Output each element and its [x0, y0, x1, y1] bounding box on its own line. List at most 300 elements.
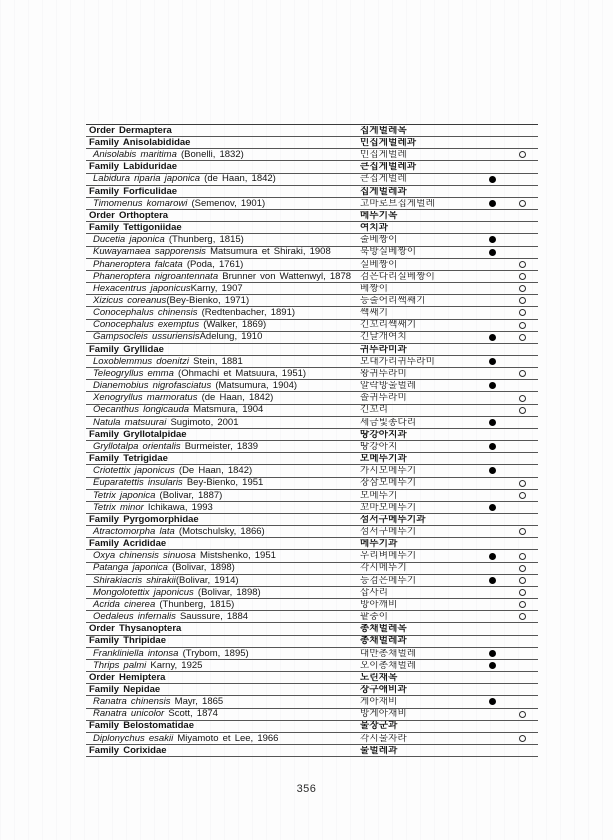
author-text: Ichikawa, 1993 [143, 502, 213, 513]
scientific-name-cell [86, 260, 358, 270]
scientific-name-cell [86, 539, 358, 549]
mark-cell-1 [478, 334, 507, 341]
korean-name-cell: 등검은메뚜기 [360, 575, 417, 586]
table-row [86, 599, 538, 611]
table-row [86, 538, 538, 550]
mark-cell-1 [478, 200, 507, 207]
korean-name-cell: 총채벌레목 [360, 624, 407, 634]
korean-name-cell: 모메뚜기과 [360, 454, 407, 464]
author-text: (Thunberg, 1815) [155, 599, 235, 610]
mark-cell-2 [507, 322, 538, 329]
korean-name-cell: 등줄어리쌕쌔기 [360, 296, 426, 306]
korean-name-cell: 모대가리귀뚜라미 [360, 356, 436, 367]
filled-circle-icon [489, 577, 496, 584]
table-row [86, 745, 538, 757]
open-circle-icon [519, 407, 526, 414]
korean-name-cell: 긴꼬리 [360, 405, 389, 415]
scientific-name-cell [86, 418, 358, 428]
scientific-name: Mongolotettix japonicus [93, 587, 194, 598]
author-text: Family Belostomatidae [89, 721, 194, 731]
open-circle-icon [519, 492, 526, 499]
species-table [86, 124, 538, 757]
author-text: Family Tetrigidae [89, 454, 168, 464]
mark-cell-1 [478, 176, 507, 183]
scientific-name-cell [86, 393, 358, 403]
filled-circle-icon [489, 467, 496, 474]
author-text: (de Haan, 1842) [197, 393, 274, 403]
scientific-name-cell [86, 272, 358, 282]
author-text: Burmeister, 1839 [180, 441, 259, 452]
table-row [86, 307, 538, 319]
scientific-name: Ducetia japonica [93, 235, 165, 245]
scientific-name: Thrips palmi [93, 660, 147, 671]
scientific-name: Phaneroptera nigroantennata [93, 271, 219, 282]
open-circle-icon [519, 370, 526, 377]
korean-name-cell: 왕귀뚜라미 [360, 368, 407, 379]
table-row [86, 356, 538, 368]
open-circle-icon [519, 577, 526, 584]
table-row [86, 441, 538, 453]
author-text: Family Forficulidae [89, 186, 178, 197]
scientific-name: Oxya chinensis sinuosa [93, 551, 196, 561]
table-row [86, 210, 538, 222]
mark-cell-2 [507, 370, 538, 377]
scientific-name: Frankliniella intonsa [93, 648, 179, 659]
table-row [86, 429, 538, 441]
table-row [86, 271, 538, 283]
table-row [86, 234, 538, 246]
mark-cell-1 [478, 467, 507, 474]
scientific-name-cell [86, 551, 358, 561]
mark-cell-1 [478, 249, 507, 256]
table-row [86, 417, 538, 429]
scientific-name: Teleogryllus emma [93, 368, 174, 379]
filled-circle-icon [489, 249, 496, 256]
korean-name-cell: 메뚜기목 [360, 210, 398, 221]
scientific-name: Conocephalus chinensis [93, 308, 198, 318]
scientific-name-cell [86, 721, 358, 731]
author-text: (Redtenbacher, 1891) [197, 308, 296, 318]
open-circle-icon [519, 261, 526, 268]
filled-circle-icon [489, 200, 496, 207]
scientific-name-cell [86, 430, 358, 440]
author-text: (Bolivar, 1887) [155, 490, 223, 501]
table-row [86, 174, 538, 186]
mark-cell-2 [507, 407, 538, 414]
scientific-name-cell [86, 138, 358, 148]
page-number: 356 [296, 783, 317, 795]
filled-circle-icon [489, 176, 496, 183]
mark-cell-1 [478, 698, 507, 705]
scientific-name-cell [86, 150, 358, 160]
open-circle-icon [519, 553, 526, 560]
mark-cell-2 [507, 151, 538, 158]
filled-circle-icon [489, 698, 496, 705]
table-row [86, 283, 538, 295]
table-row [86, 502, 538, 514]
table-row [86, 623, 538, 635]
author-text: (Poda, 1761) [182, 259, 244, 270]
author-text: (Bolivar, 1914) [175, 575, 239, 586]
scientific-name-cell [86, 187, 358, 197]
korean-name-cell: 긴날개여치 [360, 332, 407, 342]
korean-name-cell: 섬서구메뚜기 [360, 526, 417, 537]
scientific-name-cell [86, 320, 358, 330]
filled-circle-icon [489, 504, 496, 511]
open-circle-icon [519, 334, 526, 341]
mark-cell-2 [507, 589, 538, 596]
korean-name-cell: 장삼모메뚜기 [360, 478, 417, 488]
scientific-name-cell [86, 174, 358, 184]
mark-cell-1 [478, 419, 507, 426]
author-text: (Trybom, 1895) [178, 648, 249, 659]
korean-name-cell: 메뚜기과 [360, 539, 398, 549]
korean-name-cell: 오이총채벌레 [360, 660, 417, 671]
author-text: (Thunberg, 1815) [164, 235, 244, 245]
scientific-name: Loxoblemmus doenitzi [93, 356, 190, 367]
table-row [86, 563, 538, 575]
scientific-name-cell [86, 576, 358, 586]
filled-circle-icon [489, 334, 496, 341]
author-text: (Motschulsky, 1866) [174, 526, 265, 537]
author-text: Family Corixidae [89, 745, 167, 756]
open-circle-icon [519, 395, 526, 402]
korean-name-cell: 줄베짱이 [360, 235, 398, 245]
author-text: (Semenov, 1901) [187, 198, 266, 209]
author-text: (De Haan, 1842) [174, 466, 253, 476]
korean-name-cell: 물벌레과 [360, 745, 398, 756]
scientific-name-cell [86, 284, 358, 294]
mark-cell-2 [507, 395, 538, 402]
korean-name-cell: 땅강아지 [360, 441, 398, 452]
scientific-name-cell [86, 600, 358, 610]
scientific-name: Dianemobius nigrofasciatus [93, 381, 212, 391]
scientific-name: Xizicus coreanus [93, 296, 167, 306]
korean-name-cell: 고마로브집게벌레 [360, 198, 436, 209]
scientific-name-cell [86, 734, 358, 744]
author-text: Bey-Bienko, 1951 [182, 478, 264, 488]
scientific-name: Phaneroptera falcata [93, 259, 183, 270]
korean-name-cell: 모메뚜기 [360, 490, 398, 501]
korean-name-cell: 삽사리 [360, 587, 389, 598]
scientific-name-cell [86, 381, 358, 391]
mark-cell-1 [478, 358, 507, 365]
filled-circle-icon [489, 382, 496, 389]
author-text: (Bonelli, 1832) [176, 150, 244, 160]
table-row [86, 478, 538, 490]
scientific-name-cell [86, 612, 358, 622]
scientific-name: Euparatettis insularis [93, 478, 183, 488]
korean-name-cell: 민집게벌레과 [360, 137, 417, 148]
mark-cell-2 [507, 613, 538, 620]
mark-cell-2 [507, 565, 538, 572]
table-row [86, 684, 538, 696]
scientific-name-cell [86, 454, 358, 464]
scientific-name: Atractomorpha lata [93, 526, 175, 537]
table-row [86, 295, 538, 307]
scientific-name: Acrida cinerea [93, 599, 156, 610]
filled-circle-icon [489, 443, 496, 450]
open-circle-icon [519, 322, 526, 329]
scientific-name: Natula matsuurai [93, 417, 167, 428]
mark-cell-2 [507, 553, 538, 560]
scientific-name-cell [86, 563, 358, 573]
open-circle-icon [519, 151, 526, 158]
author-text: Family Pyrgomorphidae [89, 514, 199, 525]
scientific-name: Conocephalus exemptus [93, 320, 200, 330]
scientific-name: Timomenus komarowi [93, 198, 188, 209]
table-row [86, 149, 538, 161]
korean-name-cell: 베짱이 [360, 283, 389, 294]
scientific-name-cell [86, 199, 358, 209]
scientific-name-cell [86, 247, 358, 257]
korean-name-cell: 꼬마모메뚜기 [360, 502, 417, 513]
scientific-name-cell [86, 126, 358, 136]
table-row [86, 733, 538, 745]
mark-cell-1 [478, 650, 507, 657]
mark-cell-2 [507, 735, 538, 742]
scientific-name: Patanga japonica [93, 563, 168, 573]
open-circle-icon [519, 480, 526, 487]
scientific-name-cell [86, 478, 358, 488]
mark-cell-2 [507, 711, 538, 718]
open-circle-icon [519, 200, 526, 207]
korean-name-cell: 민집게벌레 [360, 150, 407, 160]
table-row [86, 550, 538, 562]
author-text: (Bolivar, 1898) [167, 563, 235, 573]
mark-cell-2 [507, 200, 538, 207]
korean-name-cell: 귀뚜라미과 [360, 344, 407, 355]
author-text: Scott, 1874 [164, 709, 218, 719]
mark-cell-2 [507, 601, 538, 608]
korean-name-cell: 긴꼬리쌕쌔기 [360, 320, 417, 330]
author-text: Family Anisolabididae [89, 137, 191, 148]
open-circle-icon [519, 285, 526, 292]
author-text: Mayr, 1865 [170, 697, 224, 707]
scientific-name: Kuwayamaea sapporensis [93, 247, 206, 257]
korean-name-cell: 각시물자라 [360, 733, 407, 744]
table-row [86, 259, 538, 271]
table-row [86, 587, 538, 599]
scientific-name: Oecanthus longicauda [93, 405, 190, 415]
author-text: Family Labiduridae [89, 162, 178, 172]
open-circle-icon [519, 601, 526, 608]
scientific-name: Tetrix minor [93, 502, 144, 513]
scientific-name-cell [86, 649, 358, 659]
scientific-name-cell [86, 515, 358, 525]
scientific-name-cell [86, 345, 358, 355]
mark-cell-2 [507, 334, 538, 341]
filled-circle-icon [489, 236, 496, 243]
scientific-name: Anisolabis maritima [93, 150, 177, 160]
korean-name-cell: 땅강아지과 [360, 429, 407, 440]
open-circle-icon [519, 613, 526, 620]
author-text: Matsmura, 1904 [189, 405, 264, 415]
author-text: Karny, 1907 [190, 283, 243, 294]
mark-cell-2 [507, 577, 538, 584]
scientific-name-cell [86, 162, 358, 172]
korean-name-cell: 알락방울벌레 [360, 381, 417, 391]
author-text: (Walker, 1869) [199, 320, 267, 330]
author-text: Order Hemiptera [89, 672, 166, 683]
table-row [86, 672, 538, 684]
korean-name-cell: 우리벼메뚜기 [360, 551, 417, 561]
author-text: Family Acrididae [89, 539, 167, 549]
scientific-name-cell [86, 223, 358, 233]
mark-cell-1 [478, 504, 507, 511]
table-row [86, 137, 538, 149]
scientific-name-cell [86, 369, 358, 379]
open-circle-icon [519, 565, 526, 572]
author-text: Adelung, 1910 [199, 332, 263, 342]
korean-name-cell: 세금빛종다리 [360, 417, 417, 428]
author-text: (Bey-Bienko, 1971) [166, 296, 250, 306]
author-text: Order Orthoptera [89, 210, 169, 221]
author-text: Sugimoto, 2001 [166, 417, 239, 428]
table-row [86, 222, 538, 234]
filled-circle-icon [489, 358, 496, 365]
mark-cell-1 [478, 662, 507, 669]
scientific-name-cell [86, 624, 358, 634]
open-circle-icon [519, 528, 526, 535]
open-circle-icon [519, 273, 526, 280]
korean-name-cell: 대만총채벌레 [360, 648, 417, 659]
mark-cell-2 [507, 309, 538, 316]
scientific-name-cell [86, 527, 358, 537]
korean-name-cell: 큰집게벌레 [360, 174, 407, 184]
table-row [86, 320, 538, 332]
filled-circle-icon [489, 650, 496, 657]
table-row [86, 198, 538, 210]
korean-name-cell: 검은다리실베짱이 [360, 271, 436, 282]
table-row [86, 186, 538, 198]
open-circle-icon [519, 589, 526, 596]
mark-cell-2 [507, 492, 538, 499]
filled-circle-icon [489, 662, 496, 669]
korean-name-cell: 큰집게벌레과 [360, 162, 417, 172]
scientific-name-cell [86, 466, 358, 476]
korean-name-cell: 집게벌레목 [360, 125, 407, 136]
korean-name-cell: 북방실베짱이 [360, 247, 417, 257]
korean-name-cell: 팥중이 [360, 612, 389, 622]
table-row [86, 465, 538, 477]
table-row [86, 392, 538, 404]
korean-name-cell: 장구애비과 [360, 685, 407, 695]
scientific-name: Shirakiacris shirakii [93, 575, 176, 586]
korean-name-cell: 여치과 [360, 223, 389, 233]
korean-name-cell: 각시메뚜기 [360, 563, 407, 573]
scientific-name-cell [86, 697, 358, 707]
author-text: (Ohmachi et Matsuura, 1951) [173, 368, 307, 379]
author-text: (de Haan, 1842) [200, 174, 276, 184]
scientific-name-cell [86, 746, 358, 756]
table-row [86, 490, 538, 502]
scientific-name: Ranatra unicolor [93, 709, 165, 719]
scientific-name-cell [86, 673, 358, 683]
scientific-name-cell [86, 588, 358, 598]
author-text: Saussure, 1884 [175, 612, 249, 622]
table-row [86, 721, 538, 733]
scientific-name: Gryllotalpa orientalis [93, 441, 181, 452]
mark-cell-2 [507, 261, 538, 268]
scientific-name: Ranatra chinensis [93, 697, 171, 707]
table-row [86, 709, 538, 721]
table-row [86, 332, 538, 344]
scientific-name: Diplonychus esakii [93, 733, 174, 744]
korean-name-cell: 방아깨비 [360, 599, 398, 610]
scientific-name: Hexacentrus japonicus [93, 283, 191, 294]
mark-cell-1 [478, 553, 507, 560]
scientific-name-cell [86, 332, 358, 342]
scientific-name-cell [86, 211, 358, 221]
mark-cell-1 [478, 236, 507, 243]
table-row [86, 526, 538, 538]
table-row [86, 636, 538, 648]
korean-name-cell: 쌕쌔기 [360, 308, 389, 318]
korean-name-cell: 방게아재비 [360, 709, 407, 719]
scientific-name-cell [86, 636, 358, 646]
table-row [86, 611, 538, 623]
korean-name-cell: 노린재목 [360, 672, 398, 683]
author-text: Brunner von Wattenwyl, 1878 [218, 271, 352, 282]
scientific-name-cell [86, 442, 358, 452]
korean-name-cell: 집게벌레과 [360, 186, 407, 197]
mark-cell-2 [507, 273, 538, 280]
scientific-name: Tetrix japonica [93, 490, 156, 501]
table-row [86, 161, 538, 173]
scientific-name-cell [86, 709, 358, 719]
scientific-name-cell [86, 405, 358, 415]
author-text: Karny, 1925 [146, 660, 203, 671]
scientific-name: Xenogryllus marmoratus [93, 393, 198, 403]
korean-name-cell: 가시모메뚜기 [360, 466, 417, 476]
korean-name-cell: 솔귀뚜라미 [360, 393, 407, 403]
author-text: Order Dermaptera [89, 125, 172, 136]
author-text: Family Tettigoniidae [89, 223, 182, 233]
scientific-name: Labidura riparia japonica [93, 174, 201, 184]
table-row [86, 368, 538, 380]
author-text: Family Gryllotalpidae [89, 429, 187, 440]
table-row [86, 344, 538, 356]
korean-name-cell: 게아재비 [360, 697, 398, 707]
author-text: Family Thripidae [89, 636, 166, 646]
scientific-name-cell [86, 503, 358, 513]
mark-cell-2 [507, 297, 538, 304]
scientific-name-cell [86, 308, 358, 318]
scientific-name-cell [86, 357, 358, 367]
author-text: (Matsumura, 1904) [211, 381, 298, 391]
table-row [86, 648, 538, 660]
korean-name-cell: 물장군과 [360, 721, 398, 731]
scientific-name: Gampsocleis ussuriensis [93, 332, 200, 342]
author-text: Order Thysanoptera [89, 624, 182, 634]
open-circle-icon [519, 309, 526, 316]
table-row [86, 575, 538, 587]
table-row [86, 125, 538, 137]
scientific-name-cell [86, 661, 358, 671]
table-row [86, 380, 538, 392]
scientific-name: Oedaleus infernalis [93, 612, 176, 622]
korean-name-cell: 총채벌레과 [360, 636, 407, 646]
mark-cell-2 [507, 528, 538, 535]
table-row [86, 247, 538, 259]
scientific-name: Criotettix japonicus [93, 466, 175, 476]
table-row [86, 660, 538, 672]
open-circle-icon [519, 297, 526, 304]
author-text: Family Nepidae [89, 685, 161, 695]
scientific-name-cell [86, 235, 358, 245]
mark-cell-2 [507, 480, 538, 487]
